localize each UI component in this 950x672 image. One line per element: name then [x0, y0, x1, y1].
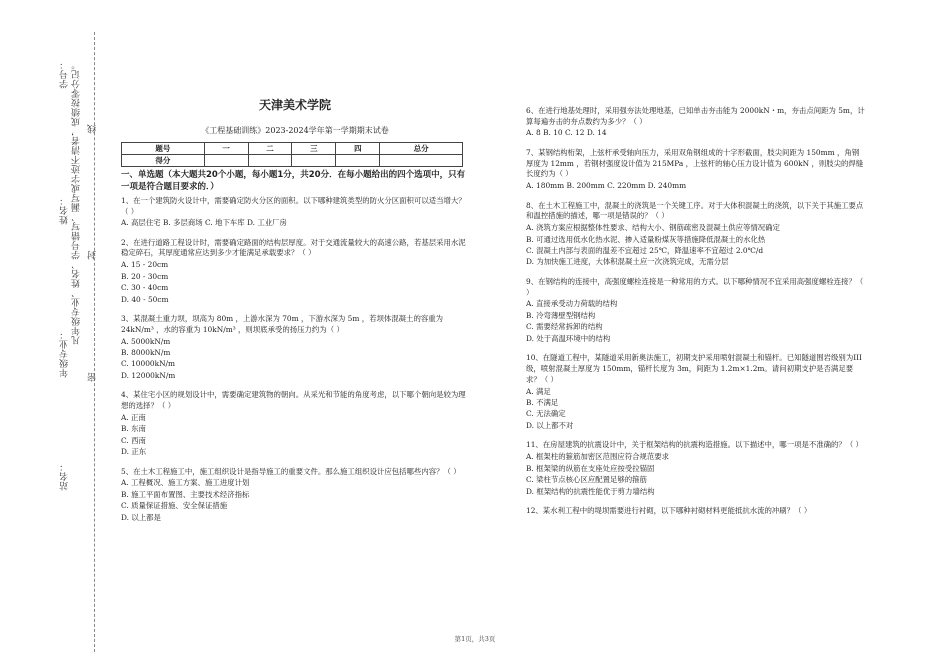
question-stem: 11、在房屋建筑的抗震设计中，关于框架结构的抗震构造措施。以下描述中，哪一项是不准确的？（ ） — [526, 440, 863, 450]
binding-xian-char: 密 — [88, 372, 98, 382]
question-stem: 12、某水利工程中的堤坝需要进行衬砌，以下哪种衬砌材料更能抵抗水流的冲刷？（ ） — [526, 505, 812, 515]
right-column — [526, 106, 866, 526]
question-option[interactable]: C. 混凝土内部与表面的温差不宜超过 25℃，降温速率不宜超过 2.0℃/d — [526, 246, 764, 256]
question-option[interactable]: C. 质量保证措施、安全保证措施 — [121, 501, 228, 511]
question-item — [526, 506, 866, 517]
question-option[interactable]: A. 5000kN/m — [121, 336, 171, 346]
score-table — [121, 142, 463, 167]
question-item — [526, 201, 866, 268]
question-option[interactable]: B. 东南 — [121, 424, 146, 434]
score-table-header-row — [122, 142, 463, 154]
score-cell: 三 — [292, 142, 336, 154]
question-option[interactable]: C. 需要经常拆卸的结构 — [526, 322, 603, 332]
question-item — [526, 353, 866, 431]
question-option[interactable]: A. 180mm B. 200mm C. 220mm D. 240mm — [526, 181, 687, 191]
question-option[interactable]: B. 可通过选用低水化热水泥、掺入适量粉煤灰等措施降低混凝土的水化热 — [526, 234, 766, 244]
right-question-list — [526, 106, 866, 517]
question-option[interactable]: C. 西南 — [121, 435, 146, 445]
question-option[interactable]: A. 工程概况、施工方案、施工进度计划 — [121, 478, 250, 488]
question-option[interactable]: C. 30 - 40cm — [121, 283, 169, 293]
score-cell: 总分 — [380, 142, 463, 154]
question-item — [121, 314, 469, 381]
question-item — [121, 196, 469, 229]
score-cell: 四 — [336, 142, 380, 154]
question-stem: 5、在土木工程施工中，施工组织设计是指导施工的重要文件。那么施工组织设计应包括哪些内容？（ ） — [121, 466, 461, 476]
binding-xuehao-label: 学号： — [60, 60, 70, 89]
score-cell[interactable] — [248, 154, 292, 166]
question-option[interactable]: D. 40 - 50cm — [121, 294, 169, 304]
score-cell[interactable] — [292, 154, 336, 166]
question-option[interactable]: D. 处于高温环境中的结构 — [526, 333, 611, 343]
score-cell: 二 — [248, 142, 292, 154]
question-item — [526, 440, 866, 497]
question-option[interactable]: B. 框架梁的纵筋在支座处应按受拉锚固 — [526, 463, 655, 473]
score-cell[interactable] — [204, 154, 248, 166]
score-table-score-row — [122, 154, 463, 166]
binding-feng-char: 封 — [88, 250, 98, 260]
question-stem: 4、某住宅小区的规划设计中，需要确定建筑物的朝向。从采光和节能的角度考虑，以下哪个朝向是较为理想的选择？（ ） — [121, 390, 466, 411]
school-title: 天津美术学院 — [258, 98, 331, 112]
question-item — [526, 148, 866, 192]
question-stem: 9、在钢结构的连接中，高强度螺栓连接是一种常用的方式。以下哪种情况不宜采用高强度螺栓连接？（ ） — [526, 276, 864, 297]
question-option[interactable]: A. 高层住宅 B. 多层商场 C. 地下车库 D. 工业厂房 — [121, 218, 287, 228]
question-item — [526, 277, 866, 344]
question-option[interactable]: D. 框架结构的抗震性能优于剪力墙结构 — [526, 486, 655, 496]
section1-heading: 一、单选题（本大题共20个小题，每小题1分，共20分．在每小题给出的四个选项中，只有一项是符合题目要求的．） — [121, 169, 466, 192]
binding-warning-text: 凡年级专业、姓名、学号错写、漏写或字迹不清者，成绩按零分记。 — [72, 60, 82, 345]
question-option[interactable]: D. 12000kN/m — [121, 370, 176, 380]
question-option[interactable]: A. 正南 — [121, 412, 146, 422]
question-option[interactable]: B. 20 - 30cm — [121, 271, 169, 281]
question-option[interactable]: B. 施工平面布置图、主要技术经济指标 — [121, 489, 250, 499]
question-option[interactable]: A. 15 - 20cm — [121, 260, 169, 270]
question-option[interactable]: D. 以上都是 — [121, 512, 161, 522]
question-option[interactable]: A. 满足 — [526, 386, 551, 396]
score-cell: 一 — [204, 142, 248, 154]
score-cell: 得分 — [122, 154, 205, 166]
question-stem: 1、在一个建筑防火设计中，需要确定防火分区的面积。以下哪种建筑类型的防火分区面积可以适当增大？（ ） — [121, 195, 466, 216]
question-item — [121, 390, 469, 457]
question-stem: 6、在进行地基处理时，采用强夯法处理地基，已知单击夯击能为 2000kN・m，夯击点间距为 5m，计算每遍夯击的夯点数约为多少？（ ） — [526, 106, 865, 126]
binding-kaochang-label: 站名： — [60, 462, 70, 491]
question-stem: 3、某混凝土重力坝，坝高为 80m ，上游水深为 70m ，下游水深为 5m ，若坝体混凝土的容重为 24kN/m³ ，水的容重为 10kN/m³ ，则坝底承受的扬压力约为（ ） — [121, 314, 444, 334]
question-item — [121, 467, 469, 524]
question-option[interactable]: B. 不满足 — [526, 397, 559, 407]
question-option[interactable]: A. 直接承受动力荷载的结构 — [526, 299, 618, 309]
question-stem: 8、在土木工程施工中，混凝土的浇筑是一个关键工序。对于大体积混凝土的浇筑，以下关于其施工要点和温控措施的描述，哪一项是错误的？（ ） — [526, 200, 864, 221]
left-column — [121, 98, 469, 532]
binding-mi-char: 线 — [88, 124, 98, 134]
question-option[interactable]: C. 无法确定 — [526, 409, 566, 419]
score-cell: 题号 — [122, 142, 205, 154]
question-option[interactable]: A. 框架柱的箍筋加密区范围应符合规范要求 — [526, 452, 670, 462]
question-option[interactable]: D. 以上都不对 — [526, 420, 574, 430]
left-question-list — [121, 196, 469, 524]
question-option[interactable]: B. 冷弯薄壁型钢结构 — [526, 310, 596, 320]
binding-xingming-label: 姓名： — [60, 196, 70, 225]
question-option[interactable]: A. 8 B. 10 C. 12 D. 14 — [526, 128, 607, 138]
question-option[interactable]: C. 梁柱节点核心区应配置足够的箍筋 — [526, 475, 647, 485]
question-stem: 7、某钢结构桁架，上弦杆承受轴向压力，采用双角钢组成的十字形截面，肢尖间距为 150mm ，角钢厚度为 12mm ，若钢材强度设计值为 215MPa ，上弦杆的轴心压力设计值为 600kN ，则肢尖的焊缝长度约为（ ） — [526, 147, 864, 179]
question-option[interactable]: B. 8000kN/m — [121, 347, 171, 357]
binding-zhuanye-label: 年级专业： — [60, 330, 70, 378]
exam-title: 《工程基础训练》2023-2024学年第一学期期末试卷 — [201, 126, 389, 136]
question-stem: 10、在隧道工程中，某隧道采用新奥法施工，初期支护采用喷射混凝土和锚杆。已知隧道围岩级别为III级，喷射混凝土厚度为 150mm，锚杆长度为 3m，间距为 1.2m×1.2m。请问初期支护是否满足要求？（ ） — [526, 353, 862, 384]
question-stem: 2、在进行道路工程设计时，需要确定路面的结构层厚度。对于交通流量较大的高速公路，若基层采用水泥稳定碎石，其厚度通常应达到多少才能满足承载要求？（ ） — [121, 237, 466, 258]
score-cell[interactable] — [336, 154, 380, 166]
question-option[interactable]: D. 正东 — [121, 447, 147, 457]
question-item — [526, 106, 866, 139]
score-cell[interactable] — [380, 154, 463, 166]
question-option[interactable]: D. 为加快施工进度，大体积混凝土应一次浇筑完成，无需分层 — [526, 257, 729, 267]
question-option[interactable]: A. 浇筑方案应根据整体性要求、结构大小、钢筋疏密及混凝土供应等情况确定 — [526, 223, 780, 233]
page-footer: 第1页，共3页 — [454, 635, 496, 643]
question-option[interactable]: C. 10000kN/m — [121, 359, 176, 369]
question-item — [121, 238, 469, 305]
